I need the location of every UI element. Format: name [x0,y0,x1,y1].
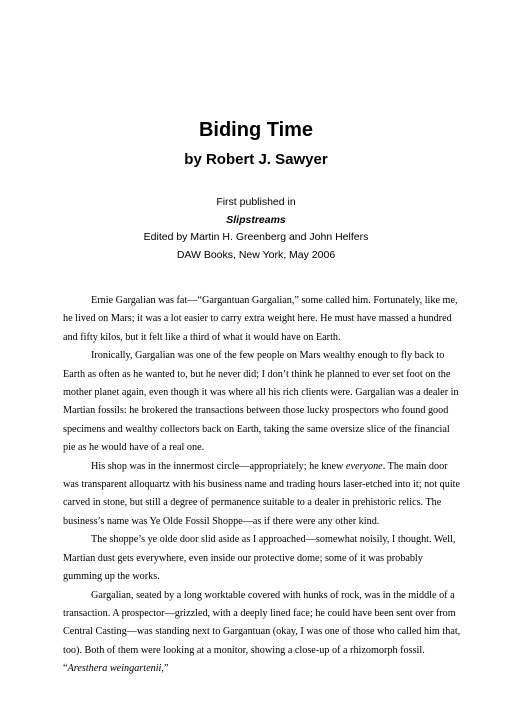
paragraph-text: . The main door was transparent alloquartz with his business name and trading hours laser-etched into it; not quite carved in stone, but still a degree of permanence suitable to a dealer in prehistoric relics. The business’s name was Ye Olde Fossil Shoppe—as if there were any other kind. [63,460,461,527]
paragraph-text: Gargalian, seated by a long worktable covered with hunks of rock, was in the middle of a transaction. A prospector—grizzled, with a deeply lined face; he could have been sent over from Central Casting—was standing next to Gargantuan (okay, I was one of those who called him that, too). Both of them were looking at a monitor, showing a close-up of a rhizomorph fossil. “ [63,589,461,675]
publication-line: First published in [216,196,296,208]
paragraph-text: ,” [161,663,169,675]
paragraph-text: The shoppe’s ye olde door slid aside as I approached—somewhat noisily, I thought. Well, Martian dust gets everywhere, even inside our protective dome; some of it was probably gumming up the works. [63,534,456,583]
publication-info [0,194,512,264]
story-body [63,292,461,679]
paragraph [63,292,461,347]
paragraph [63,458,461,532]
paragraph [63,587,461,679]
emphasized-word: everyone [345,460,383,472]
species-name: Aresthera weingartenii [67,663,162,675]
paragraph [63,347,461,457]
paragraph [63,531,461,586]
editors-line: Edited by Martin H. Greenberg and John Helfers [143,231,369,243]
publisher-line: DAW Books, New York, May 2006 [176,248,336,261]
story-title: Biding Time [198,119,314,141]
paragraph-text: His shop was in the innermost circle—appropriately; he knew [91,460,346,472]
paragraph-text: Ernie Gargalian was fat—“Gargantuan Gargalian,” some called him. Fortunately, like me, he lived on Mars; it was a lot easier to carry extra weight here. He must have massed a hundred and fifty kilos, but it felt like a third of what it would have on Earth. [63,295,458,343]
paragraph-text: Ironically, Gargalian was one of the few people on Mars wealthy enough to fly back to Earth as often as he wanted to, but he never did; I don’t think he planned to ever set foot on the mother planet again, even though it was where all his rich clients were. Gargalian was a dealer in Martian fossils: he brokered the transactions between those lucky prospectors who found good specimens and wealthy collectors back on Earth, taking the same oversize slice of the financial pie as he would have of a real one. [63,350,459,454]
author-byline: by Robert J. Sawyer [184,151,328,168]
anthology-title: Slipstreams [226,213,286,226]
